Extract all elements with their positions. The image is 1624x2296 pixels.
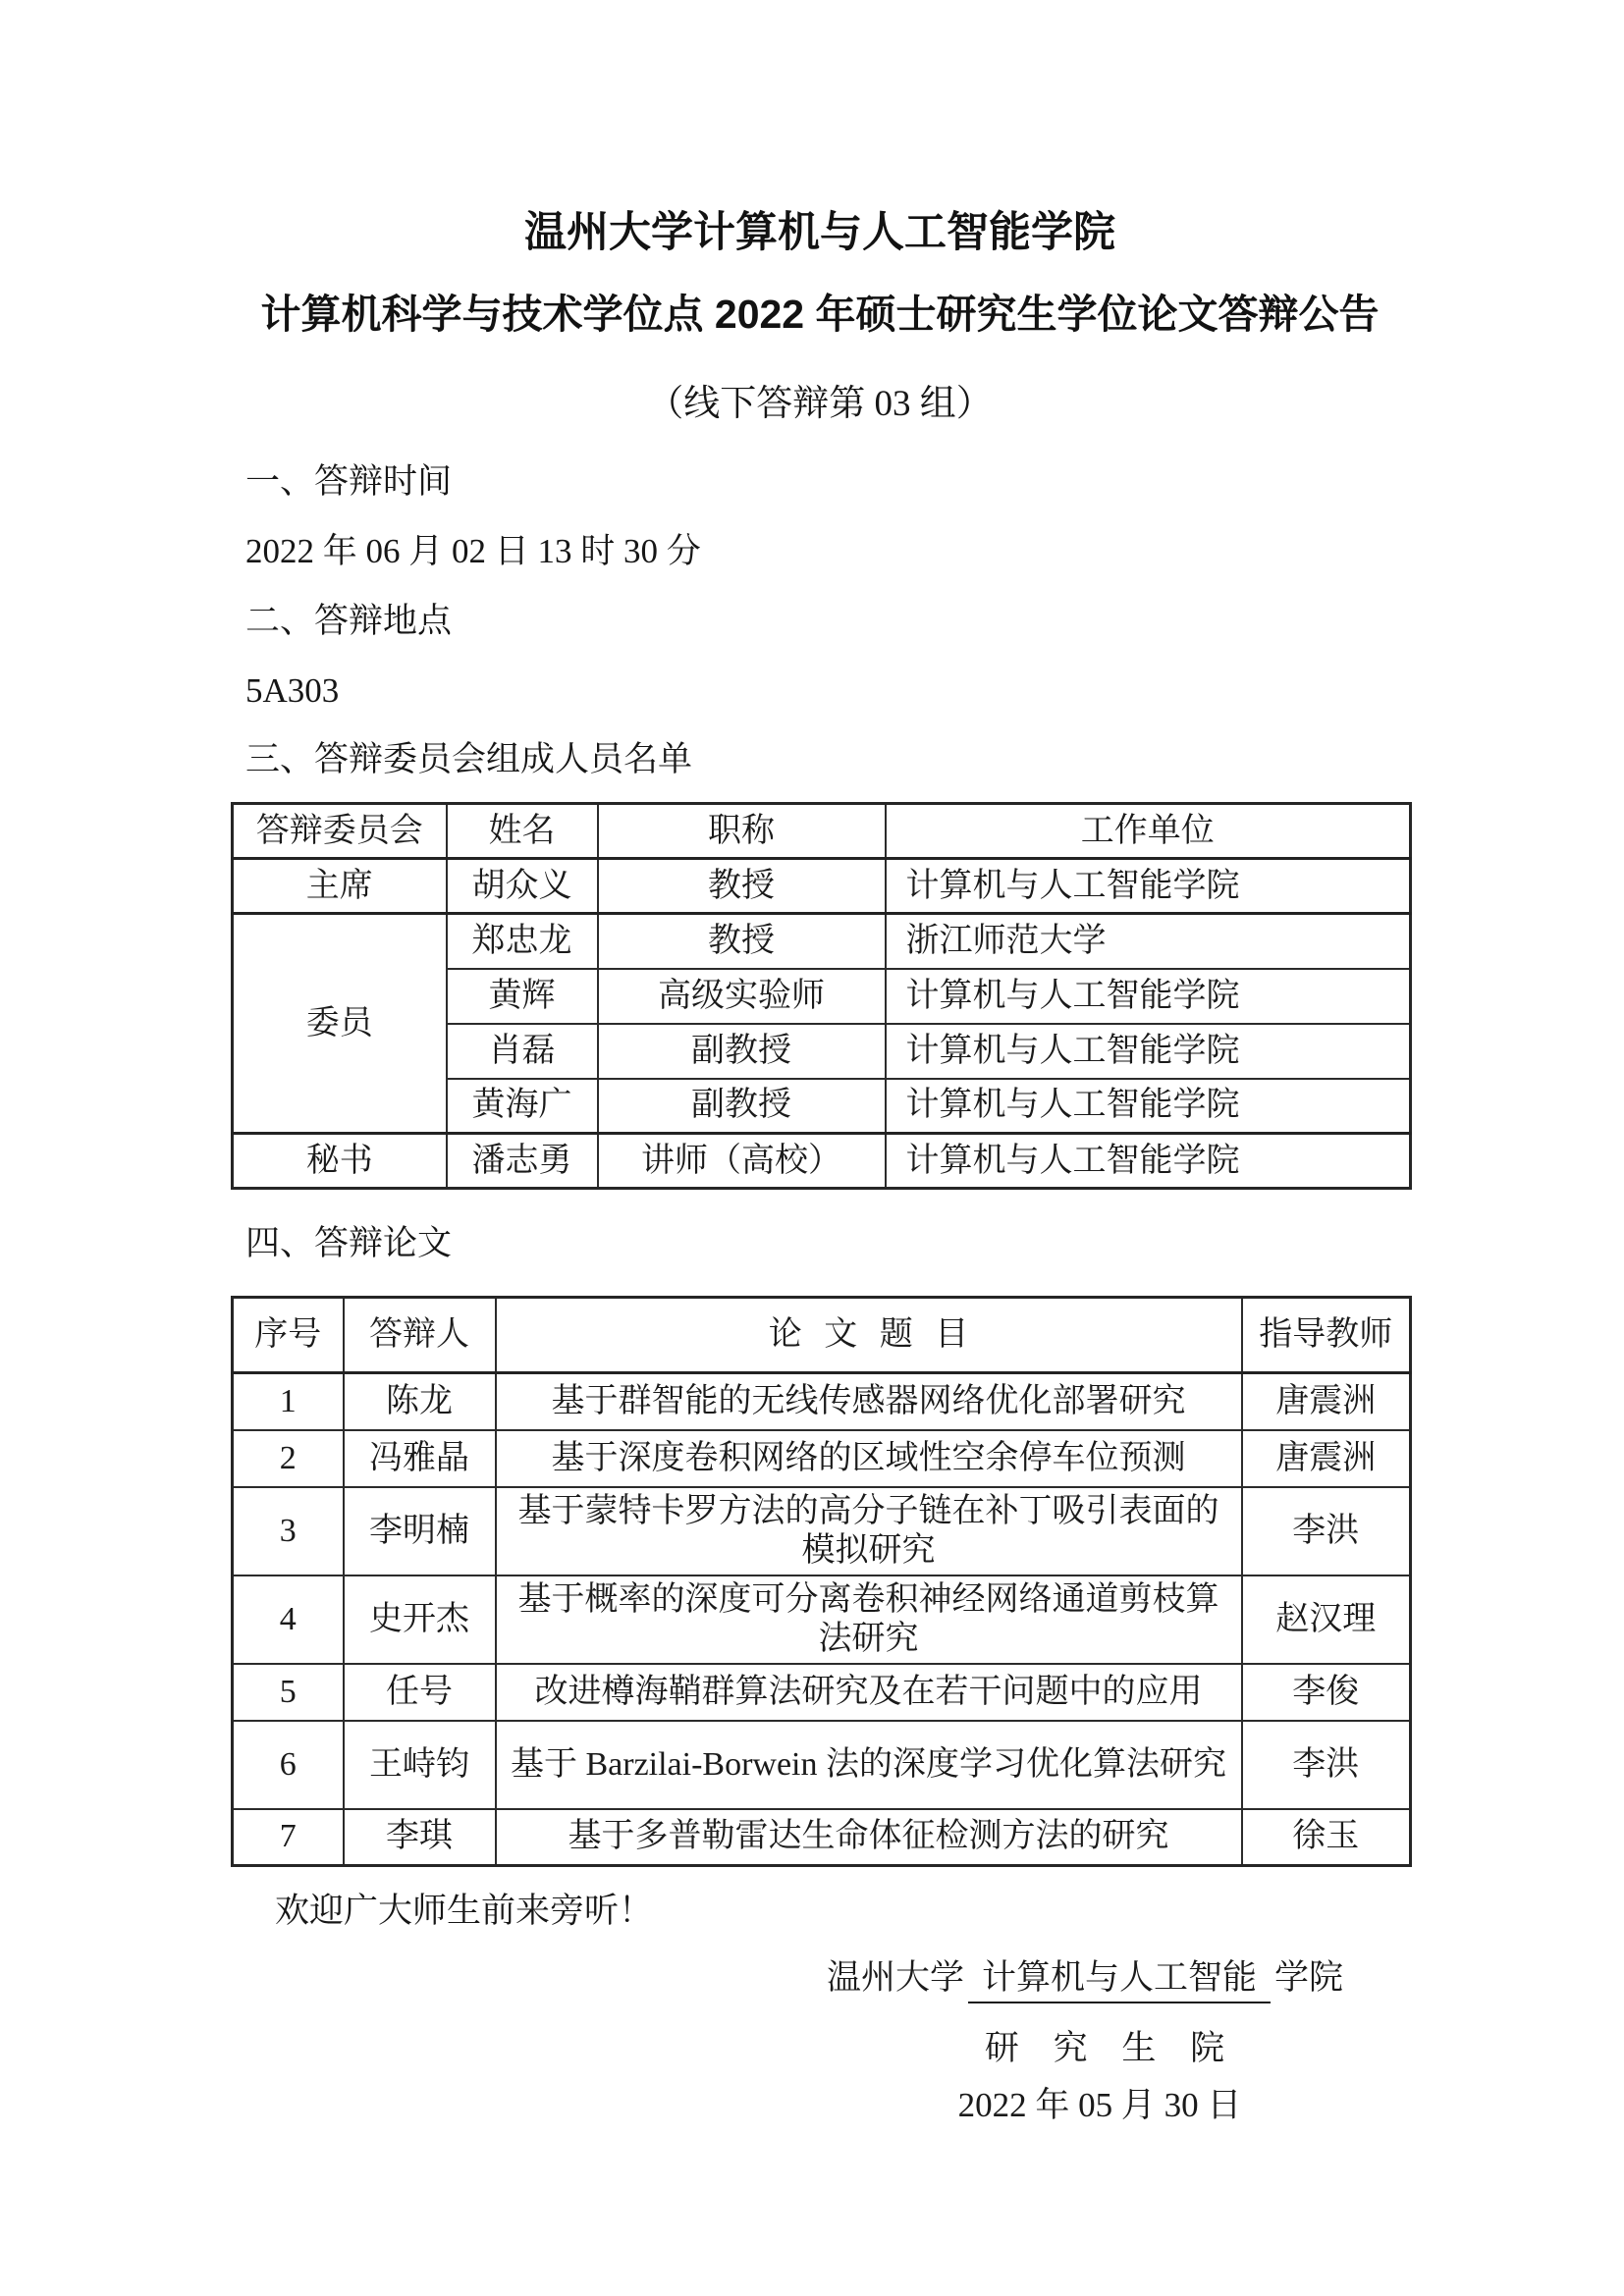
- advisor-cell: 唐震洲: [1242, 1373, 1411, 1430]
- section-heading-theses: 四、答辩论文: [245, 1224, 453, 1262]
- signature-block: [815, 1957, 1355, 2126]
- section-heading-time: 一、答辩时间: [245, 462, 453, 501]
- thesis-header-advisor: 指导教师: [1242, 1298, 1411, 1373]
- table-row-thesis-4: [233, 1575, 1411, 1664]
- thesis-title-cell: 基于概率的深度可分离卷积神经网络通道剪枝算法研究: [496, 1575, 1242, 1664]
- title-cell: 讲师（高校）: [598, 1134, 886, 1189]
- thesis-title-cell: 基于群智能的无线传感器网络优化部署研究: [496, 1373, 1242, 1430]
- table-row-member-1: [233, 914, 1411, 969]
- committee-header-unit: 工作单位: [886, 804, 1411, 859]
- student-cell: 李明楠: [344, 1487, 496, 1575]
- thesis-header-title: 论 文 题 目: [496, 1298, 1242, 1373]
- unit-cell: 计算机与人工智能学院: [886, 1079, 1411, 1134]
- name-cell: 潘志勇: [447, 1134, 598, 1189]
- name-cell: 黄辉: [447, 969, 598, 1024]
- table-row-thesis-2: [233, 1430, 1411, 1487]
- role-cell: 秘书: [233, 1134, 447, 1189]
- unit-cell: 计算机与人工智能学院: [886, 1134, 1411, 1189]
- thesis-header-row: [233, 1298, 1411, 1373]
- signature-college-underlined: 计算机与人工智能: [968, 1957, 1271, 2003]
- student-cell: 冯雅晶: [344, 1430, 496, 1487]
- title-cell: 教授: [598, 859, 886, 914]
- table-row-thesis-5: [233, 1664, 1411, 1721]
- signature-prefix: 温州大学: [826, 1958, 964, 1997]
- unit-cell: 计算机与人工智能学院: [886, 859, 1411, 914]
- student-cell: 史开杰: [344, 1575, 496, 1664]
- table-row-thesis-6: [233, 1721, 1411, 1809]
- title-cell: 副教授: [598, 1024, 886, 1079]
- name-cell: 黄海广: [447, 1079, 598, 1134]
- closing-line: 欢迎广大师生前来旁听！: [275, 1892, 654, 1930]
- no-cell: 5: [233, 1664, 344, 1721]
- unit-cell: 浙江师范大学: [886, 914, 1411, 969]
- thesis-title-cell: 基于 Barzilai-Borwein 法的深度学习优化算法研究: [496, 1721, 1242, 1809]
- signature-date: 2022 年 05 月 30 日: [957, 2086, 1242, 2124]
- page-title: 温州大学计算机与人工智能学院: [524, 209, 1115, 256]
- thesis-title-cell: 基于蒙特卡罗方法的高分子链在补丁吸引表面的模拟研究: [496, 1487, 1242, 1575]
- no-cell: 2: [233, 1430, 344, 1487]
- thesis-table: [231, 1296, 1412, 1867]
- no-cell: 7: [233, 1809, 344, 1866]
- thesis-title-cell: 改进樽海鞘群算法研究及在若干问题中的应用: [496, 1664, 1242, 1721]
- section-heading-committee: 三、答辩委员会组成人员名单: [245, 740, 693, 778]
- student-cell: 王峙钧: [344, 1721, 496, 1809]
- no-cell: 4: [233, 1575, 344, 1664]
- page-subtitle: 计算机科学与技术学位点 2022 年硕士研究生学位论文答辩公告: [260, 292, 1380, 337]
- defense-location-value: 5A303: [245, 671, 340, 710]
- table-row-secretary: [233, 1134, 1411, 1189]
- defense-time-value: 2022 年 06 月 02 日 13 时 30 分: [245, 532, 701, 570]
- thesis-header-no: 序号: [233, 1298, 344, 1373]
- advisor-cell: 李洪: [1242, 1487, 1411, 1575]
- student-cell: 李琪: [344, 1809, 496, 1866]
- student-cell: 任号: [344, 1664, 496, 1721]
- advisor-cell: 徐玉: [1242, 1809, 1411, 1866]
- signature-university-line: [815, 1957, 1355, 2003]
- name-cell: 郑忠龙: [447, 914, 598, 969]
- unit-cell: 计算机与人工智能学院: [886, 969, 1411, 1024]
- title-cell: 高级实验师: [598, 969, 886, 1024]
- thesis-header-student: 答辩人: [344, 1298, 496, 1373]
- group-label: （线下答辩第 03 组）: [647, 384, 993, 424]
- committee-header-role: 答辩委员会: [233, 804, 447, 859]
- title-cell: 副教授: [598, 1079, 886, 1134]
- advisor-cell: 赵汉理: [1242, 1575, 1411, 1664]
- signature-suffix: 学院: [1274, 1958, 1344, 1997]
- advisor-cell: 唐震洲: [1242, 1430, 1411, 1487]
- no-cell: 3: [233, 1487, 344, 1575]
- thesis-title-cell: 基于多普勒雷达生命体征检测方法的研究: [496, 1809, 1242, 1866]
- thesis-title-cell: 基于深度卷积网络的区域性空余停车位预测: [496, 1430, 1242, 1487]
- table-row-chair: [233, 859, 1411, 914]
- committee-header-title: 职称: [598, 804, 886, 859]
- committee-header-name: 姓名: [447, 804, 598, 859]
- advisor-cell: 李洪: [1242, 1721, 1411, 1809]
- title-cell: 教授: [598, 914, 886, 969]
- role-cell: 主席: [233, 859, 447, 914]
- student-cell: 陈龙: [344, 1373, 496, 1430]
- committee-header-row: [233, 804, 1411, 859]
- no-cell: 1: [233, 1373, 344, 1430]
- committee-table: [231, 802, 1412, 1190]
- table-row-thesis-3: [233, 1487, 1411, 1575]
- table-row-thesis-1: [233, 1373, 1411, 1430]
- role-cell-members: 委员: [233, 914, 447, 1134]
- section-heading-location: 二、答辩地点: [245, 602, 453, 640]
- table-row-thesis-7: [233, 1809, 1411, 1866]
- name-cell: 胡众义: [447, 859, 598, 914]
- no-cell: 6: [233, 1721, 344, 1809]
- signature-graduate-school: 研 究 生 院: [984, 2029, 1225, 2067]
- name-cell: 肖磊: [447, 1024, 598, 1079]
- unit-cell: 计算机与人工智能学院: [886, 1024, 1411, 1079]
- advisor-cell: 李俊: [1242, 1664, 1411, 1721]
